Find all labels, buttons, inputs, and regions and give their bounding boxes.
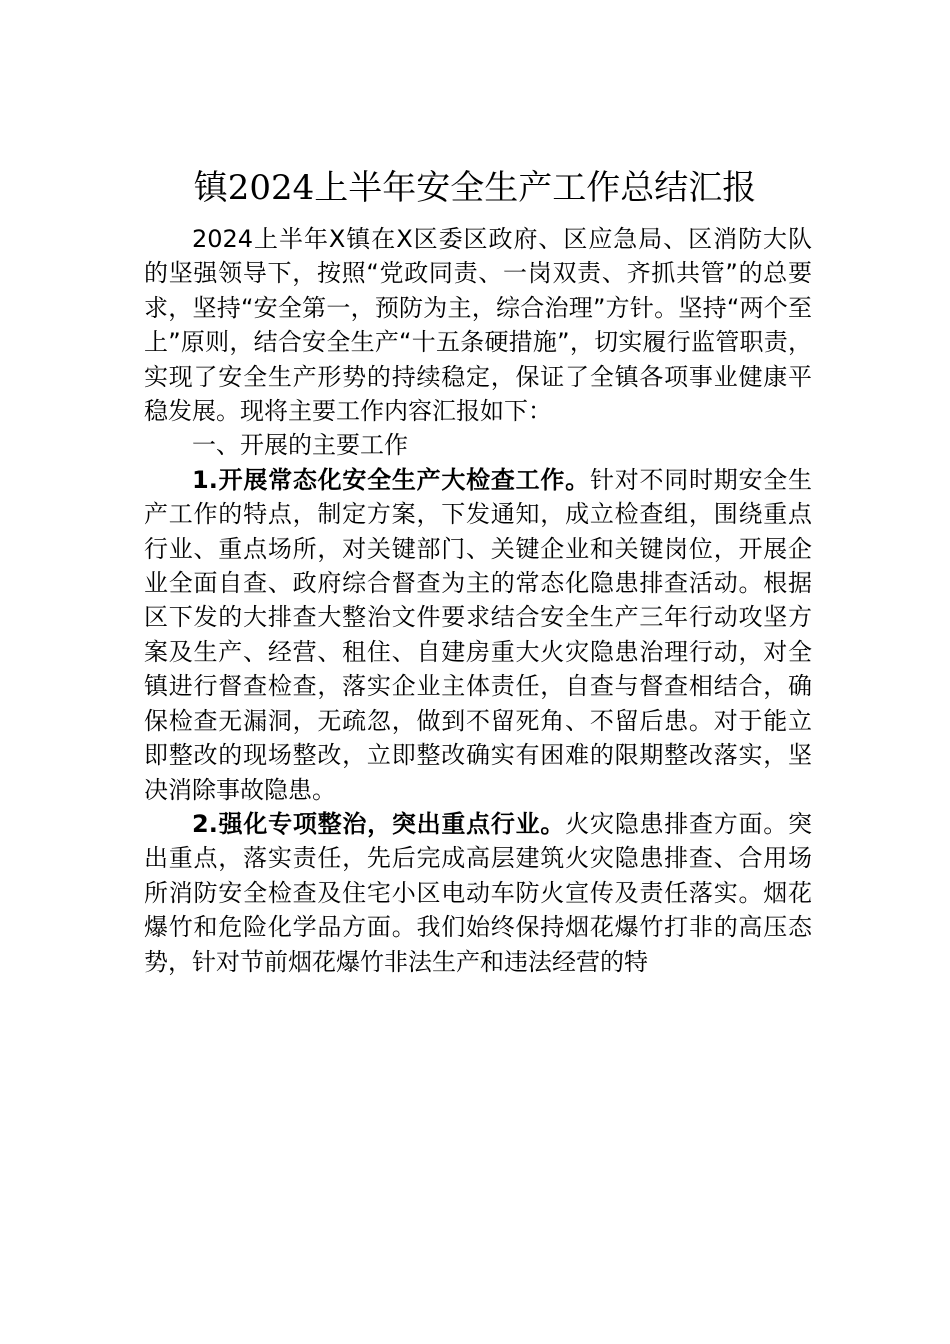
item2-heading: 2.强化专项整治，突出重点行业。: [192, 809, 566, 838]
item2-text: 火灾隐患排查方面。突出重点，落实责任，先后完成高层建筑火灾隐患排查、合用场所消防安全检查及住宅小区电动车防火宣传及责任落实。烟花爆竹和危险化学品方面。我们始终保持烟花爆竹打非的高压态势，针对节前烟花爆竹非法生产和违法经营的特: [144, 809, 813, 976]
intro-paragraph: 2024上半年X镇在X区委区政府、区应急局、区消防大队的坚强领导下，按照“党政同责、一岗双责、齐抓共管”的总要求，坚持“安全第一，预防为主，综合治理”方针。坚持“两个至上”原则，结合安全生产“十五条硬措施”，切实履行监管职责，实现了安全生产形势的持续稳定，保证了全镇各项事业健康平稳发展。现将主要工作内容汇报如下：: [144, 225, 812, 426]
item1-text: 针对不同时期安全生产工作的特点，制定方案，下发通知，成立检查组，围绕重点行业、重点场所，对关键部门、关键企业和关键岗位，开展企业全面自查、政府综合督查为主的常态化隐患排查活动。根据区下发的大排查大整治文件要求结合安全生产三年行动攻坚方案及生产、经营、租住、自建房重大火灾隐患治理行动，对全镇进行督查检查，落实企业主体责任，自查与督查相结合，确保检查无漏洞，无疏忽，做到不留死角、不留后患。对于能立即整改的现场整改，立即整改确实有困难的限期整改落实，坚决消除事故隐患。: [144, 465, 812, 804]
document-body: [144, 222, 812, 979]
item2-paragraph: [144, 807, 812, 979]
item1-heading: 1.开展常态化安全生产大检查工作。: [192, 465, 590, 494]
section-heading: 一、开展的主要工作: [192, 431, 408, 460]
item1-paragraph: [144, 463, 812, 807]
document-title: 镇2024上半年安全生产工作总结汇报: [193, 168, 757, 208]
